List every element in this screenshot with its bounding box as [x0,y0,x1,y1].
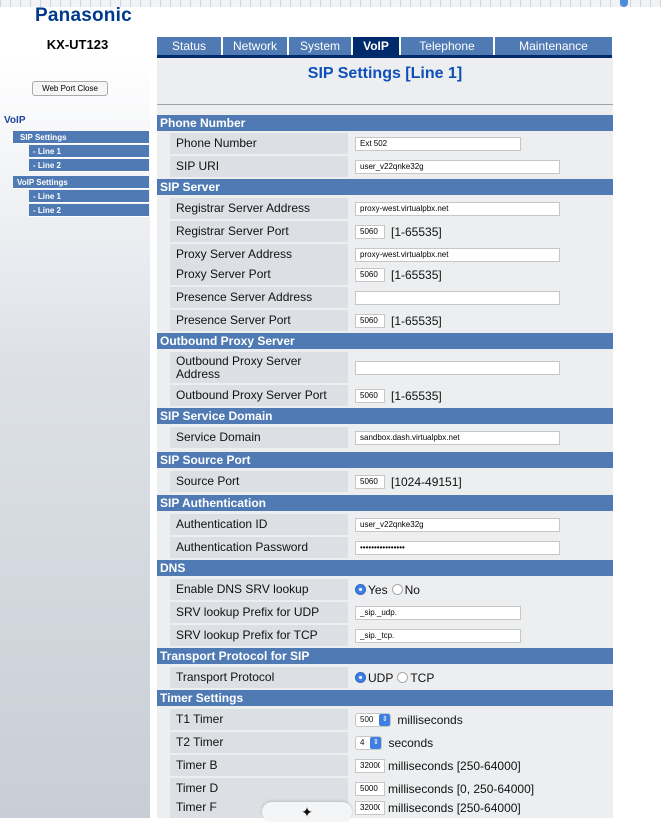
proxy-port-label: Proxy Server Port [170,264,348,285]
page-title: SIP Settings [Line 1] [307,65,463,82]
transport-label: Transport Protocol [170,667,348,688]
sidebar-item-voip-line-2[interactable] [29,204,149,217]
transport-tcp-radio[interactable] [397,672,408,683]
row-phone-number [170,133,613,154]
row-service-domain [170,427,613,448]
sidebar-item-label: SIP Settings [20,133,67,142]
chevron-updown-icon: ⇕ [379,714,390,726]
sidebar-item-sip-line-2[interactable] [29,159,149,172]
sidebar-item-label: VoIP Settings [17,178,68,187]
tab-system[interactable]: System [289,37,351,55]
sidebar-item-voip-settings[interactable] [13,176,149,189]
srv-tcp-label: SRV lookup Prefix for TCP [170,625,348,646]
section-service-domain: SIP Service Domain [157,408,613,424]
source-port-range: [1024-49151] [391,474,462,489]
tab-maintenance[interactable]: Maintenance [495,37,612,55]
registrar-port-range: [1-65535] [391,224,442,239]
row-dns-srv [170,579,613,600]
auth-id-field[interactable] [355,518,560,532]
dns-srv-label: Enable DNS SRV lookup [170,579,348,600]
auth-id-label: Authentication ID [170,514,348,535]
t1-timer-value: 500 [360,715,374,724]
srv-udp-label: SRV lookup Prefix for UDP [170,602,348,623]
t1-timer-label: T1 Timer [170,709,348,730]
row-transport [170,667,613,688]
row-outbound-port [170,385,613,406]
tab-telephone[interactable]: Telephone [401,37,493,55]
registrar-port-label: Registrar Server Port [170,221,348,242]
auth-password-label: Authentication Password [170,537,348,558]
row-source-port [170,471,613,492]
proxy-address-field[interactable] [355,248,560,262]
row-timer-f [170,797,613,818]
dns-srv-yes-label: Yes [368,582,388,597]
auth-password-field[interactable] [355,541,560,555]
row-timer-d [170,778,613,799]
row-proxy-address [170,244,613,265]
presence-address-label: Presence Server Address [170,287,348,308]
row-presence-address [170,287,613,308]
phone-number-label: Phone Number [170,133,348,154]
source-port-field[interactable] [355,475,385,489]
outbound-port-range: [1-65535] [391,388,442,403]
sidebar-heading: VoIP [4,115,26,126]
sidebar [0,58,150,818]
proxy-address-label: Proxy Server Address [170,244,348,265]
tab-network[interactable]: Network [223,37,287,55]
t2-timer-value: 4 [360,738,365,747]
tab-voip[interactable]: VoIP [353,37,399,55]
sidebar-item-label: - Line 2 [33,206,62,215]
outbound-port-field[interactable] [355,389,385,403]
t2-timer-select[interactable] [355,736,382,750]
sidebar-item-label: - Line 2 [33,161,62,170]
web-port-close-button[interactable]: Web Port Close [32,81,108,96]
section-dns: DNS [157,560,613,576]
timer-d-label: Timer D [170,778,348,799]
row-timer-b [170,755,613,776]
row-registrar-port [170,221,613,242]
sidebar-item-label: - Line 1 [33,192,62,201]
row-registrar-address [170,198,613,219]
transport-udp-radio[interactable] [355,672,366,683]
transport-udp-label: UDP [368,670,394,685]
move-icon[interactable]: ✦ [262,802,352,822]
dns-srv-no-radio[interactable] [392,584,403,595]
sidebar-item-sip-settings[interactable] [13,131,149,144]
t1-timer-select[interactable] [355,713,391,727]
outbound-address-field[interactable] [355,361,560,375]
section-phone-number: Phone Number [157,115,613,131]
row-t2-timer [170,732,613,753]
panasonic-logo: Panasonic [35,5,132,26]
dns-srv-yes-radio[interactable] [355,584,366,595]
registrar-address-label: Registrar Server Address [170,198,348,219]
timer-b-unit: milliseconds [250-64000] [388,758,521,773]
presence-port-range: [1-65535] [391,313,442,328]
t2-timer-label: T2 Timer [170,732,348,753]
presence-port-label: Presence Server Port [170,310,348,331]
srv-udp-field[interactable] [355,606,521,620]
srv-tcp-field[interactable] [355,629,521,643]
t1-timer-unit: milliseconds [397,712,463,727]
model-name: KX-UT123 [46,37,109,52]
row-srv-udp [170,602,613,623]
section-timer-settings: Timer Settings [157,690,613,706]
timer-f-field[interactable] [355,801,385,815]
sidebar-item-sip-line-1[interactable] [29,145,149,158]
row-presence-port [170,310,613,331]
row-srv-tcp [170,625,613,646]
section-authentication: SIP Authentication [157,495,613,511]
section-source-port: SIP Source Port [157,452,613,468]
timer-f-unit: milliseconds [250-64000] [388,800,521,815]
presence-port-field[interactable] [355,314,385,328]
timer-d-unit: milliseconds [0, 250-64000] [388,781,535,796]
sip-uri-label: SIP URI [170,156,348,177]
service-domain-label: Service Domain [170,427,348,448]
dns-srv-no-label: No [404,582,420,597]
timer-b-label: Timer B [170,755,348,776]
timer-d-field[interactable] [355,782,385,796]
row-outbound-address [170,352,613,383]
row-auth-password [170,537,613,558]
section-outbound-proxy: Outbound Proxy Server [157,333,613,349]
row-auth-id [170,514,613,535]
source-port-label: Source Port [170,471,348,492]
chevron-updown-icon: ⇕ [370,737,381,749]
proxy-port-range: [1-65535] [391,267,442,282]
row-t1-timer [170,709,613,730]
row-proxy-port [170,264,613,285]
sip-uri-field[interactable] [355,160,560,174]
tab-status[interactable]: Status [157,37,221,55]
timer-f-label: Timer F [170,797,348,818]
registrar-port-field[interactable] [355,225,385,239]
sidebar-item-label: - Line 1 [33,147,62,156]
t2-timer-unit: seconds [388,735,434,750]
registrar-address-field[interactable] [355,202,560,216]
outbound-port-label: Outbound Proxy Server Port [170,385,348,406]
section-transport: Transport Protocol for SIP [157,648,613,664]
presence-address-field[interactable] [355,291,560,305]
outbound-address-label: Outbound Proxy Server Address [170,352,348,383]
sidebar-item-voip-line-1[interactable] [29,190,149,203]
row-sip-uri [170,156,613,177]
phone-number-field[interactable] [355,137,521,151]
section-sip-server: SIP Server [157,179,613,195]
service-domain-field[interactable] [355,431,560,445]
transport-tcp-label: TCP [410,670,435,685]
timer-b-field[interactable] [355,759,385,773]
proxy-port-field[interactable] [355,268,385,282]
title-divider [157,104,613,105]
